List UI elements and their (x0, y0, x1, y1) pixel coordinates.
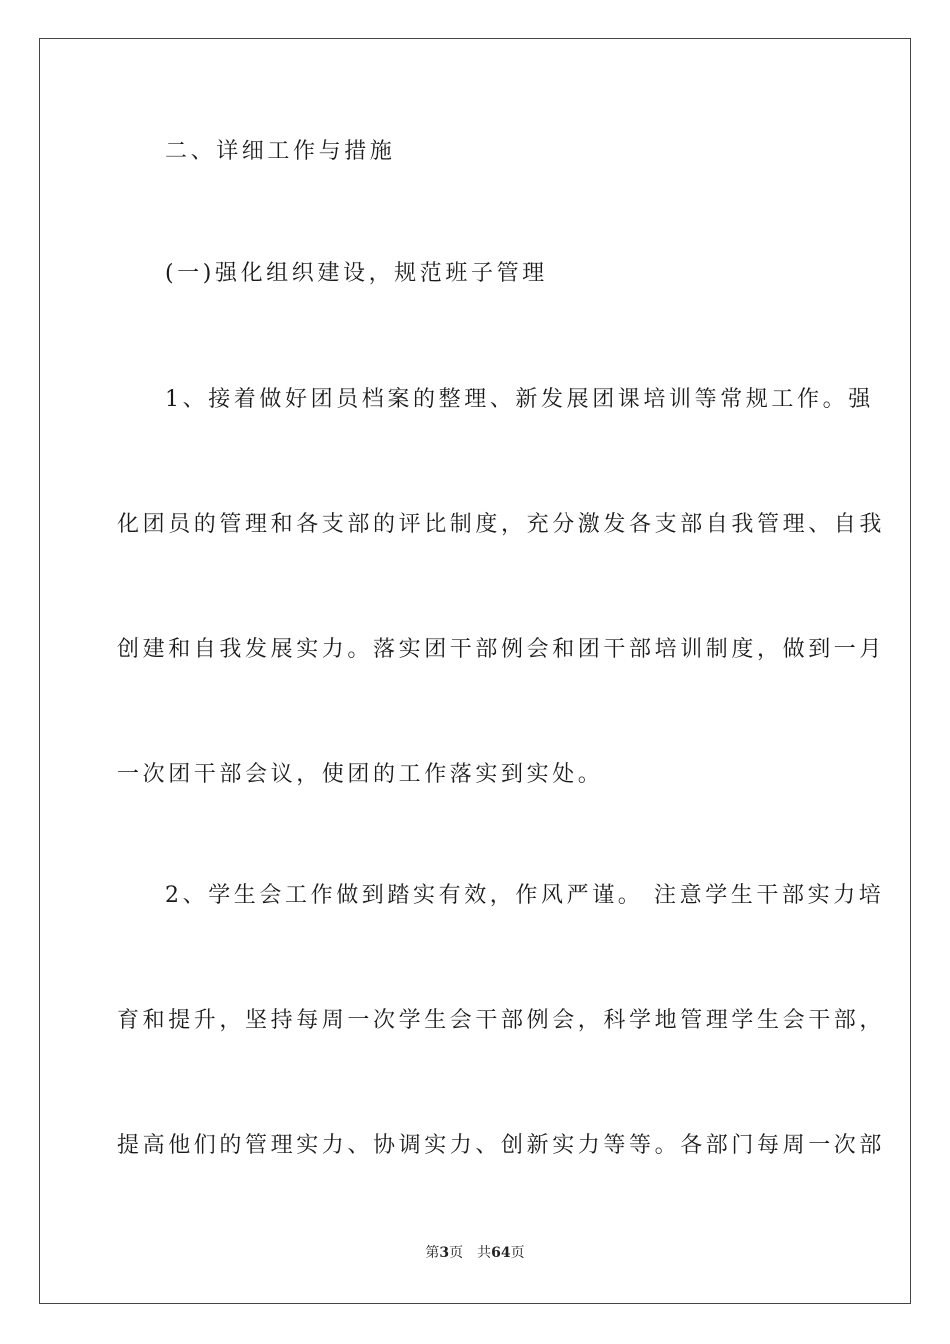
paragraph-1-line-4: 一次团干部会议，使团的工作落实到实处。 (117, 762, 604, 787)
total-suffix: 页 (510, 1245, 525, 1261)
page-border (39, 38, 911, 1304)
page-prefix: 第 (425, 1245, 440, 1261)
total-prefix: 共 (477, 1245, 492, 1261)
paragraph-2-line-1: 2、学生会工作做到踏实有效，作风严谨。 注意学生干部实力培 (165, 883, 885, 908)
total-pages-number: 64 (491, 1245, 511, 1261)
paragraph-2-line-3: 提高他们的管理实力、协调实力、创新实力等等。各部门每周一次部 (117, 1133, 886, 1158)
subsection-heading: (一)强化组织建设，规范班子管理 (165, 261, 548, 286)
paragraph-2-line-2: 育和提升，坚持每周一次学生会干部例会，科学地管理学生会干部， (117, 1008, 886, 1033)
current-page-number: 3 (439, 1245, 450, 1261)
paragraph-1-line-1: 1、接着做好团员档案的整理、新发展团课培训等常规工作。强 (165, 387, 874, 412)
paragraph-1-line-3: 创建和自我发展实力。落实团干部例会和团干部培训制度，做到一月 (117, 637, 886, 662)
page-suffix: 页 (449, 1245, 464, 1261)
paragraph-1-line-2: 化团员的管理和各支部的评比制度，充分激发各支部自我管理、自我 (117, 512, 886, 537)
section-heading: 二、详细工作与措施 (165, 139, 396, 164)
page-footer (0, 1243, 950, 1263)
